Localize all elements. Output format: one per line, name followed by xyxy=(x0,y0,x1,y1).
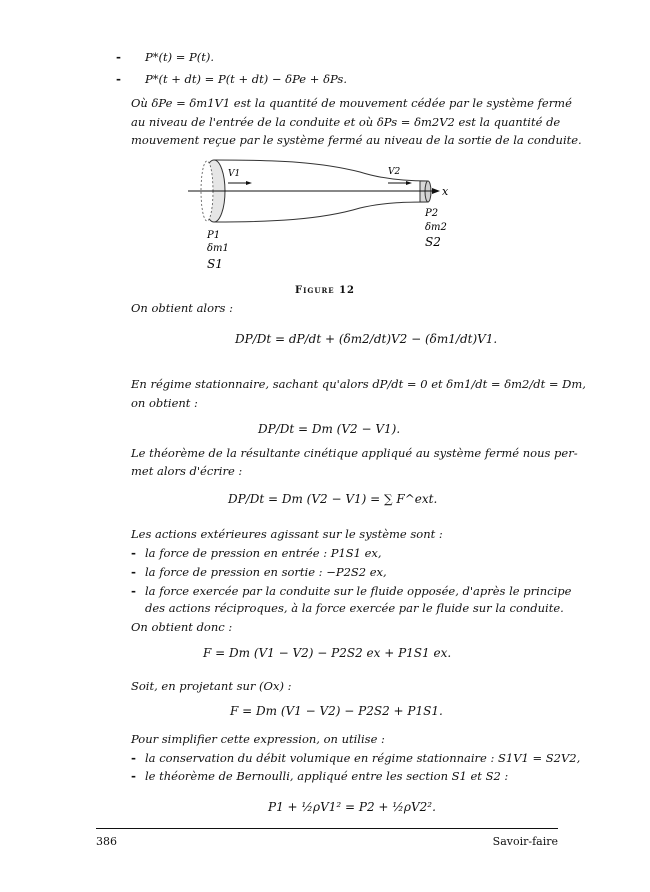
simplifier-text: Pour simplifier cette expression, on utilise : xyxy=(131,732,385,746)
dm2-label: δm2 xyxy=(425,222,447,233)
bullet-dash: - xyxy=(131,769,136,783)
theoreme-line-2: met alors d'écrire : xyxy=(131,464,243,478)
definition-line-3: mouvement reçue par le système fermé au niveau de la sortie de la conduite. xyxy=(131,133,582,147)
bullet-dash: - xyxy=(131,751,136,765)
v2-arrow-icon xyxy=(406,181,412,185)
definition-line-2: au niveau de l'entrée de la conduite et où δPs = δm2V2 est la quantité de xyxy=(131,115,561,129)
section-name: Savoir-faire xyxy=(492,835,558,848)
x-axis-label: x xyxy=(442,185,449,198)
p2-label: P2 xyxy=(425,208,439,219)
p1-label: P1 xyxy=(207,230,221,241)
regime-line-1: En régime stationnaire, sachant qu'alors dP/dt = 0 et δm1/dt = δm2/dt = Dm, xyxy=(131,377,586,391)
equation-5: F = Dm (V1 − V2) − P2S2 + P1S1. xyxy=(230,704,443,718)
bullet-dash: - xyxy=(116,50,121,64)
equation-6: P1 + ½ρV1² = P2 + ½ρV2². xyxy=(268,800,436,814)
s2-label: S2 xyxy=(425,235,441,249)
v1-arrow-icon xyxy=(246,181,252,185)
regime-line-2: on obtient : xyxy=(131,396,198,410)
equation-4: F = Dm (V1 − V2) − P2S2 ex + P1S1 ex. xyxy=(203,646,452,660)
bullet-dash: - xyxy=(131,546,136,560)
force-conduit-line-1: la force exercée par la conduite sur le fluide opposée, d'après le principe xyxy=(145,584,572,598)
equation-3: DP/Dt = Dm (V2 − V1) = ∑ F^ext. xyxy=(228,492,438,506)
figure-caption: Figure 12 xyxy=(294,285,355,296)
definition-line-1: Où δPe = δm1V1 est la quantité de mouvement cédée par le système fermé xyxy=(131,96,572,110)
donc-text: On obtient donc : xyxy=(131,620,233,634)
dm1-label: δm1 xyxy=(207,243,229,254)
footer-rule xyxy=(96,828,558,829)
equation-2: DP/Dt = Dm (V2 − V1). xyxy=(258,422,401,436)
x-axis-arrow-icon xyxy=(432,188,440,194)
v2-label: V2 xyxy=(388,167,401,177)
v1-label: V1 xyxy=(228,169,241,179)
force-conduit-line-2: des actions réciproques, à la force exercée par le fluide sur la conduite. xyxy=(145,601,564,615)
bullet-dash: - xyxy=(116,72,121,86)
conduit-figure xyxy=(170,150,470,280)
equation-1: DP/Dt = dP/dt + (δm2/dt)V2 − (δm1/dt)V1. xyxy=(235,332,498,346)
actions-text: Les actions extérieures agissant sur le système sont : xyxy=(131,527,443,541)
force-entry: la force de pression en entrée : P1S1 ex, xyxy=(145,546,382,560)
obtient-text: On obtient alors : xyxy=(131,301,233,315)
force-exit: la force de pression en sortie : −P2S2 ex, xyxy=(145,565,387,579)
s1-label: S1 xyxy=(207,257,223,271)
conduit-lower-wall xyxy=(214,202,428,222)
theoreme-line-1: Le théorème de la résultante cinétique appliqué au système fermé nous per- xyxy=(131,446,578,460)
bullet-dash: - xyxy=(131,584,136,598)
page-number: 386 xyxy=(96,835,117,848)
projetant-text: Soit, en projetant sur (Ox) : xyxy=(131,679,292,693)
item-b: P*(t + dt) = P(t + dt) − δPe + δPs. xyxy=(145,72,347,86)
conservation-text: la conservation du débit volumique en régime stationnaire : S1V1 = S2V2, xyxy=(145,751,581,765)
bullet-dash: - xyxy=(131,565,136,579)
bernoulli-text: le théorème de Bernoulli, appliqué entre les section S1 et S2 : xyxy=(145,769,509,783)
item-a: P*(t) = P(t). xyxy=(145,50,215,64)
